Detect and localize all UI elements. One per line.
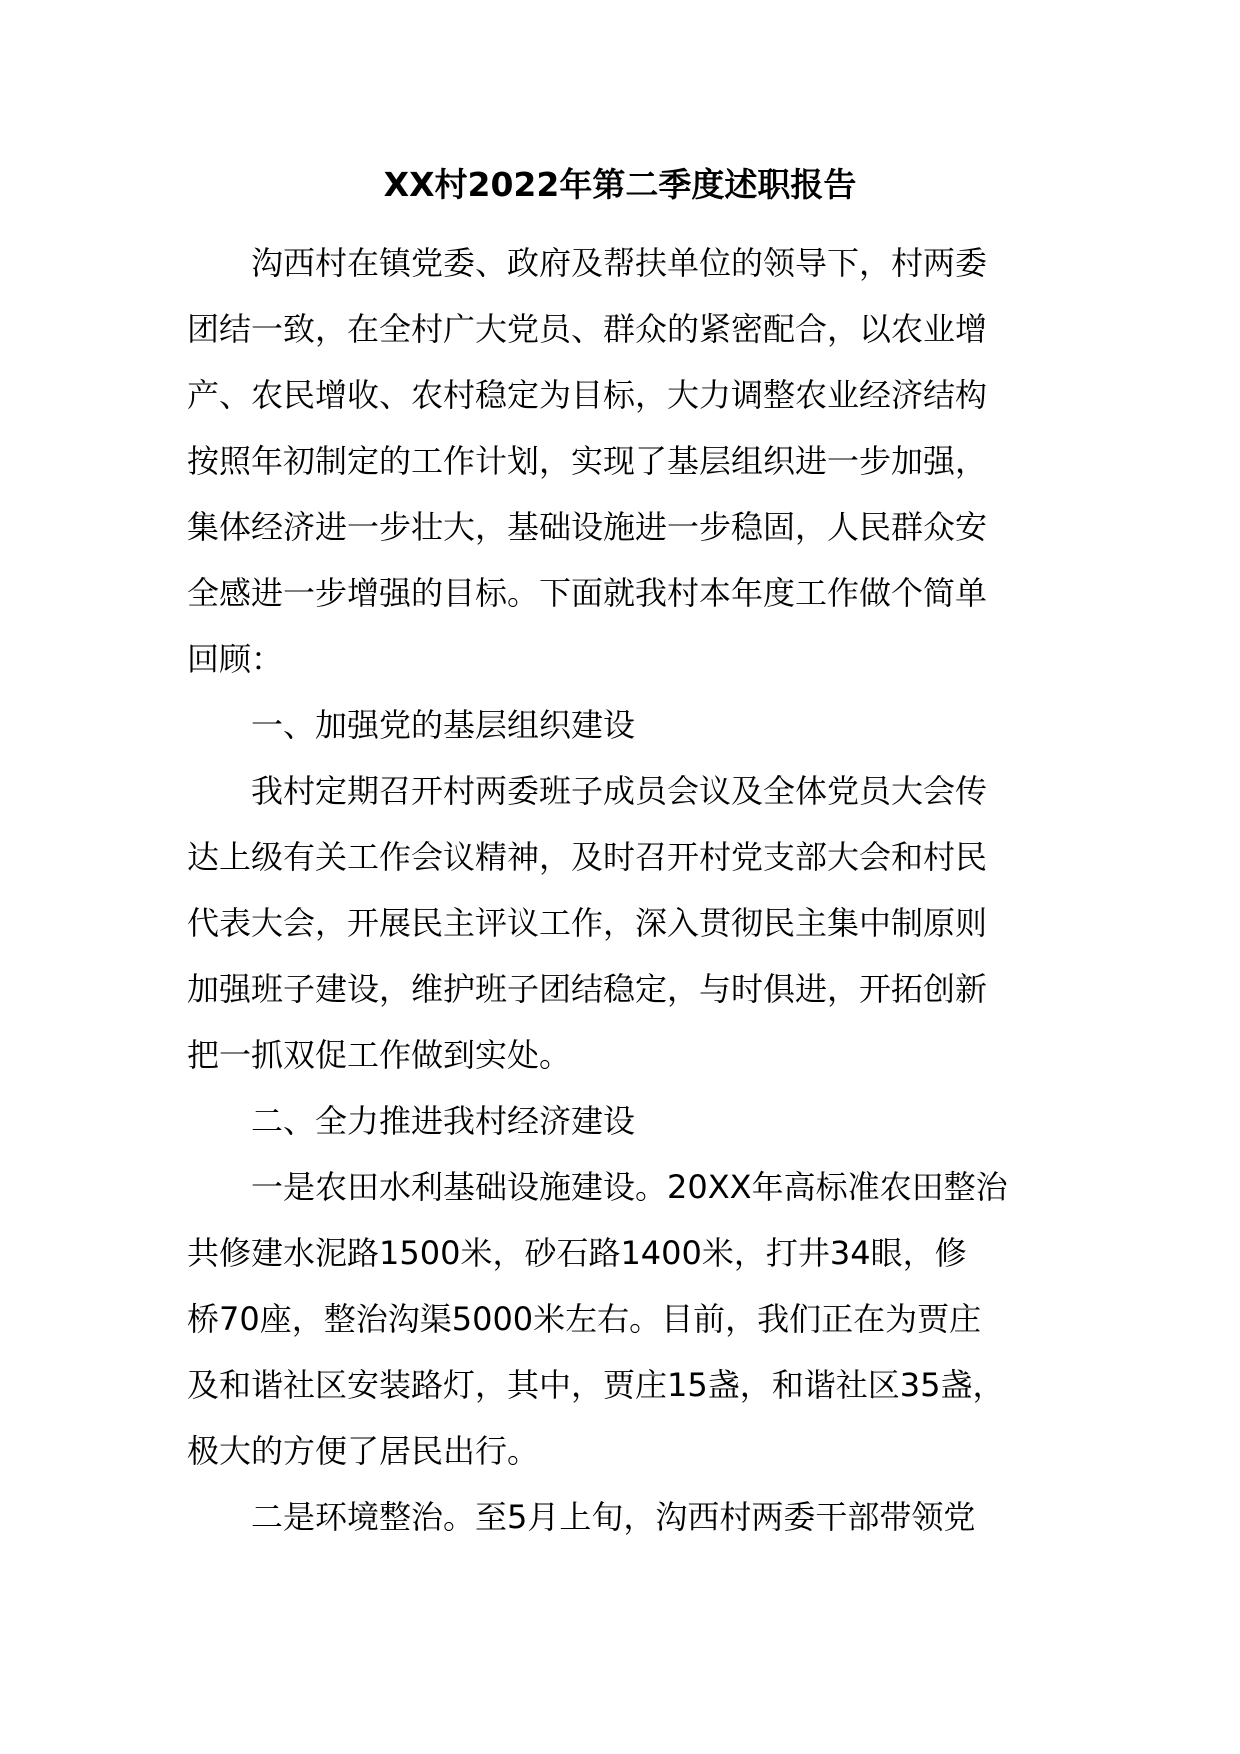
intro-paragraph [187, 230, 1067, 692]
party-building-paragraph [187, 758, 1067, 1088]
heading-text: 二、全力推进我村经济建设 [251, 1102, 636, 1140]
paragraph-line: 二是环境整治。至5月上旬，沟西村两委干部带领党 [251, 1498, 976, 1536]
paragraph-line: 把一抓双促工作做到实处。 [187, 1036, 572, 1074]
document-body [187, 230, 1067, 1550]
paragraph-line: 桥70座，整治沟渠5000米左右。目前，我们正在为贾庄 [187, 1300, 982, 1338]
paragraph-line: 极大的方便了居民出行。 [187, 1432, 540, 1470]
environment-paragraph [187, 1484, 1067, 1550]
paragraph-line: 我村定期召开村两委班子成员会议及全体党员大会传 [251, 772, 988, 810]
paragraph-line: 及和谐社区安装路灯，其中，贾庄15盏，和谐社区35盏， [187, 1366, 1005, 1404]
infrastructure-paragraph [187, 1154, 1067, 1484]
paragraph-line: 达上级有关工作会议精神，及时召开村党支部大会和村民 [187, 838, 988, 876]
paragraph-line: 团结一致，在全村广大党员、群众的紧密配合，以农业增 [187, 310, 988, 348]
paragraph-line: 集体经济进一步壮大，基础设施进一步稳固，人民群众安 [187, 508, 988, 546]
paragraph-line: 共修建水泥路1500米，砂石路1400米，打井34眼，修 [187, 1234, 967, 1272]
paragraph-line: 代表大会，开展民主评议工作，深入贯彻民主集中制原则 [187, 904, 988, 942]
paragraph-line: 全感进一步增强的目标。下面就我村本年度工作做个简单 [187, 574, 988, 612]
paragraph-line: 产、农民增收、农村稳定为目标，大力调整农业经济结构 [187, 376, 988, 414]
paragraph-line: 加强班子建设，维护班子团结稳定，与时俱进，开拓创新 [187, 970, 988, 1008]
paragraph-line: 回顾： [187, 640, 284, 678]
paragraph-line: 沟西村在镇党委、政府及帮扶单位的领导下，村两委 [251, 244, 988, 282]
heading-text: 一、加强党的基层组织建设 [251, 706, 636, 744]
section-heading-economy [187, 1088, 1067, 1154]
paragraph-line: 一是农田水利基础设施建设。20XX年高标准农田整治 [251, 1168, 1008, 1206]
document-title: XX村2022年第二季度述职报告 [383, 165, 857, 204]
section-heading-party-building [187, 692, 1067, 758]
paragraph-line: 按照年初制定的工作计划，实现了基层组织进一步加强， [187, 442, 988, 480]
